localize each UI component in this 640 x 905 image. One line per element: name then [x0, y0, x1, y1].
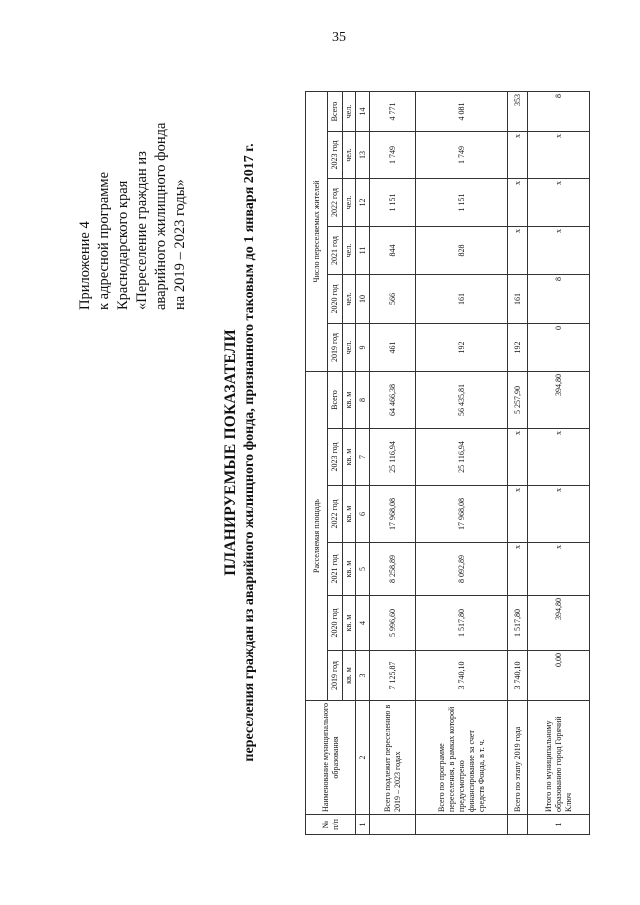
- people-cell: 1 151: [370, 179, 416, 227]
- row-number: [416, 815, 508, 835]
- area-cell: 1 517,80: [416, 596, 508, 651]
- people-cell: х: [508, 132, 528, 179]
- people-cell: 828: [416, 227, 508, 275]
- area-cell: 25 116,94: [416, 429, 508, 486]
- area-cell: 17 968,08: [370, 486, 416, 543]
- table-row: [508, 92, 528, 835]
- area-cell: 64 466,38: [370, 372, 416, 429]
- appendix-line: на 2019 – 2023 годы»: [172, 179, 188, 310]
- column-number: 12: [356, 179, 370, 227]
- people-cell: 192: [508, 324, 528, 372]
- area-cell: х: [508, 486, 528, 543]
- people-cell: 0: [528, 324, 590, 372]
- header-year: 2020 год: [328, 596, 343, 651]
- people-cell: 192: [416, 324, 508, 372]
- header-unit: чел.: [343, 179, 356, 227]
- header-year: 2023 год: [328, 132, 343, 179]
- area-cell: 3 740,10: [416, 651, 508, 701]
- column-number: 8: [356, 372, 370, 429]
- area-cell: 394,80: [528, 596, 590, 651]
- header-unit: кв. м: [343, 486, 356, 543]
- area-cell: х: [528, 429, 590, 486]
- row-number: 1: [528, 815, 590, 835]
- people-cell: 4 771: [370, 92, 416, 132]
- area-cell: х: [508, 429, 528, 486]
- people-cell: 1 151: [416, 179, 508, 227]
- people-cell: 1 749: [370, 132, 416, 179]
- appendix-line: Краснодарского края: [115, 180, 131, 310]
- header-unit: чел.: [343, 324, 356, 372]
- row-name: Всего по программе переселения, в рамках которой предусмотрено финансирование за счет средств Фонда, в т. ч.: [416, 701, 508, 815]
- area-cell: 0,00: [528, 651, 590, 701]
- column-number: 2: [356, 701, 370, 815]
- people-cell: х: [528, 227, 590, 275]
- header-year: 2022 год: [328, 486, 343, 543]
- area-cell: 56 435,81: [416, 372, 508, 429]
- column-number: 13: [356, 132, 370, 179]
- area-cell: х: [528, 543, 590, 596]
- header-unit: кв. м: [343, 543, 356, 596]
- page-number: 35: [332, 30, 346, 45]
- people-cell: х: [528, 132, 590, 179]
- column-number: 7: [356, 429, 370, 486]
- header-year: 2023 год: [328, 429, 343, 486]
- appendix-line: «Переселение граждан из: [134, 151, 150, 310]
- people-cell: 844: [370, 227, 416, 275]
- header-number: № п/п: [306, 815, 356, 835]
- header-year: 2021 год: [328, 543, 343, 596]
- people-cell: 353: [508, 92, 528, 132]
- column-number: 6: [356, 486, 370, 543]
- area-cell: 394,80: [528, 372, 590, 429]
- people-cell: х: [528, 179, 590, 227]
- header-unit: чел.: [343, 275, 356, 324]
- people-cell: 4 081: [416, 92, 508, 132]
- column-number: 9: [356, 324, 370, 372]
- document-title: ПЛАНИРУЕМЫЕ ПОКАЗАТЕЛИ: [222, 329, 239, 576]
- table-row: [416, 92, 508, 835]
- column-number: 3: [356, 651, 370, 701]
- header-year: 2020 год: [328, 275, 343, 324]
- column-number: 4: [356, 596, 370, 651]
- column-number: 14: [356, 92, 370, 132]
- area-cell: 3 740,10: [508, 651, 528, 701]
- appendix-line: к адресной программе: [96, 171, 112, 310]
- column-number: 10: [356, 275, 370, 324]
- indicators-table: [305, 91, 590, 835]
- area-cell: 8 258,89: [370, 543, 416, 596]
- header-year: 2019 год: [328, 651, 343, 701]
- row-number: [370, 815, 416, 835]
- column-number: 11: [356, 227, 370, 275]
- area-cell: 7 125,87: [370, 651, 416, 701]
- header-year: Всего: [328, 92, 343, 132]
- column-numbers-row: [356, 92, 370, 835]
- row-name: Всего по этапу 2019 года: [508, 701, 528, 815]
- area-cell: 17 968,08: [416, 486, 508, 543]
- header-unit: кв. м: [343, 596, 356, 651]
- document-subtitle: переселения граждан из аварийного жилищного фонда, признанного таковым до 1 января 2017 г.: [242, 143, 257, 762]
- column-number: 1: [356, 815, 370, 835]
- appendix-line: Приложение 4: [77, 221, 93, 310]
- area-cell: х: [528, 486, 590, 543]
- area-cell: 25 116,94: [370, 429, 416, 486]
- header-unit: чел.: [343, 132, 356, 179]
- header-municipality: Наименование муниципального образования: [306, 701, 356, 815]
- people-cell: 8: [528, 275, 590, 324]
- area-cell: 1 517,80: [508, 596, 528, 651]
- header-year: 2019 год: [328, 324, 343, 372]
- header-unit: кв. м: [343, 372, 356, 429]
- people-cell: х: [508, 179, 528, 227]
- people-cell: 8: [528, 92, 590, 132]
- area-cell: 5 996,60: [370, 596, 416, 651]
- people-cell: х: [508, 227, 528, 275]
- header-unit: чел.: [343, 92, 356, 132]
- header-people-group: Число переселяемых жителей: [306, 92, 328, 372]
- appendix-header: [76, 50, 190, 310]
- appendix-line: аварийного жилищного фонда: [153, 122, 169, 310]
- row-name: Итого по муниципальному образованию город Горячий Ключ: [528, 701, 590, 815]
- area-cell: х: [508, 543, 528, 596]
- table-row: [528, 92, 590, 835]
- people-cell: 161: [508, 275, 528, 324]
- header-unit: кв. м: [343, 429, 356, 486]
- area-cell: 5 257,90: [508, 372, 528, 429]
- row-number: [508, 815, 528, 835]
- header-unit: кв. м: [343, 651, 356, 701]
- people-cell: 161: [416, 275, 508, 324]
- table-row: [370, 92, 416, 835]
- people-cell: 566: [370, 275, 416, 324]
- area-cell: 8 092,89: [416, 543, 508, 596]
- column-number: 5: [356, 543, 370, 596]
- header-year: 2021 год: [328, 227, 343, 275]
- header-year: 2022 год: [328, 179, 343, 227]
- header-area-group: Расселяемая площадь: [306, 372, 328, 701]
- header-unit: чел.: [343, 227, 356, 275]
- row-name: Всего подлежит переселению в 2019 – 2023 годах: [370, 701, 416, 815]
- people-cell: 461: [370, 324, 416, 372]
- people-cell: 1 749: [416, 132, 508, 179]
- header-year: Всего: [328, 372, 343, 429]
